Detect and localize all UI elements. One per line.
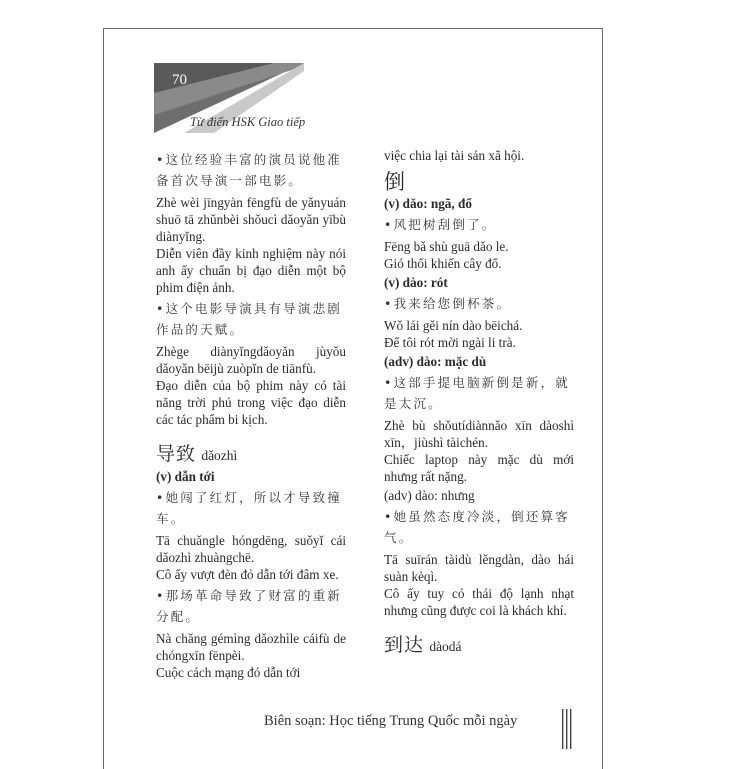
part-of-speech: (v) dẫn tới: [156, 469, 215, 484]
example-translation: Đạo diễn của bộ phim này có tài năng trời phú trong việc đạo diễn các tác phẩm bi kịch.: [156, 378, 346, 427]
right-column: [384, 147, 574, 659]
book-page: [103, 28, 603, 769]
example-pinyin: Nà chǎng gémìng dǎozhìle cáifù de chóngxīn fēnpèi.: [156, 631, 346, 663]
example-translation: Để tôi rót mời ngài li trà.: [384, 335, 516, 350]
footer-bars-decoration: [562, 709, 574, 749]
book-title: Từ điển HSK Giao tiếp: [190, 115, 306, 129]
example-chinese: •那场革命导致了财富的重新分配。: [156, 588, 342, 624]
example-pinyin: Wǒ lái gěi nín dào bēichá.: [384, 318, 523, 333]
example-chinese: •我来给您倒杯茶。: [384, 296, 512, 311]
headword-pinyin: dǎozhì: [201, 448, 238, 463]
part-of-speech: (v) dǎo: ngã, đổ: [384, 196, 472, 211]
example-chinese: •这部手提电脑新倒是新，就是太沉。: [384, 375, 570, 411]
example-pinyin: Tā chuǎngle hóngdēng, suǒyǐ cái dǎozhì zhuàngchē.: [156, 533, 346, 565]
example-pinyin: Zhè wèi jīngyàn fēngfù de yǎnyuán shuō tā zhǔnbèi shǒucì dǎoyǎn yībù diànyǐng.: [156, 195, 346, 244]
part-of-speech: (v) dào: rót: [384, 275, 448, 290]
example-pinyin: Tā suīrán tàidù lěngdàn, dào hái suàn kèqì.: [384, 552, 574, 584]
example-chinese: •这个电影导演具有导演悲剧作品的天赋。: [156, 301, 342, 337]
headword-dao: 倒: [384, 170, 405, 194]
headword-daozhi: [156, 443, 346, 465]
continued-translation: việc chia lại tài sản xã hội.: [384, 148, 525, 163]
example-chinese: •这位经验丰富的演员说他准备首次导演一部电影。: [156, 152, 342, 188]
example-translation: Cuộc cách mạng đó dẫn tới: [156, 665, 301, 680]
page-number: 70: [172, 72, 187, 88]
headword-daoda: [384, 634, 574, 656]
headword-pinyin: dàodá: [429, 639, 462, 654]
example-translation: Cô ấy vượt đèn đỏ dẫn tới đâm xe.: [156, 567, 339, 582]
example-translation: Gió thổi khiến cây đổ.: [384, 256, 502, 271]
part-of-speech: (adv) dào: nhưng: [384, 488, 475, 503]
example-pinyin: Zhège diànyǐngdǎoyǎn jùyǒu dǎoyǎn bēijù zuòpǐn de tiānfù.: [156, 344, 346, 376]
example-pinyin: Zhè bù shǒutídiànnǎo xīn dàoshì xīn，jiùshì tàichén.: [384, 418, 574, 450]
left-column: [156, 147, 346, 681]
example-translation: Diễn viên đầy kinh nghiệm này nói anh ấy chuẩn bị đạo diễn một bộ phim điện ảnh.: [156, 246, 346, 295]
headword-chinese: 导致: [156, 443, 197, 465]
example-chinese: •她虽然态度冷淡，倒还算客气。: [384, 509, 570, 545]
part-of-speech: (adv) dào: mặc dù: [384, 354, 487, 369]
example-chinese: •她闯了红灯，所以才导致撞车。: [156, 490, 342, 526]
example-translation: Chiếc laptop này mặc dù mới nhưng rất nặng.: [384, 452, 574, 484]
headword-chinese: 到达: [384, 634, 425, 656]
example-translation: Cô ấy tuy có thái độ lạnh nhạt nhưng cũng được coi là khách khí.: [384, 586, 574, 618]
footer-credit: Biên soạn: Học tiếng Trung Quốc mỗi ngày: [264, 713, 518, 729]
example-chinese: •风把树刮倒了。: [384, 217, 497, 232]
example-pinyin: Fēng bǎ shù guā dǎo le.: [384, 239, 509, 254]
